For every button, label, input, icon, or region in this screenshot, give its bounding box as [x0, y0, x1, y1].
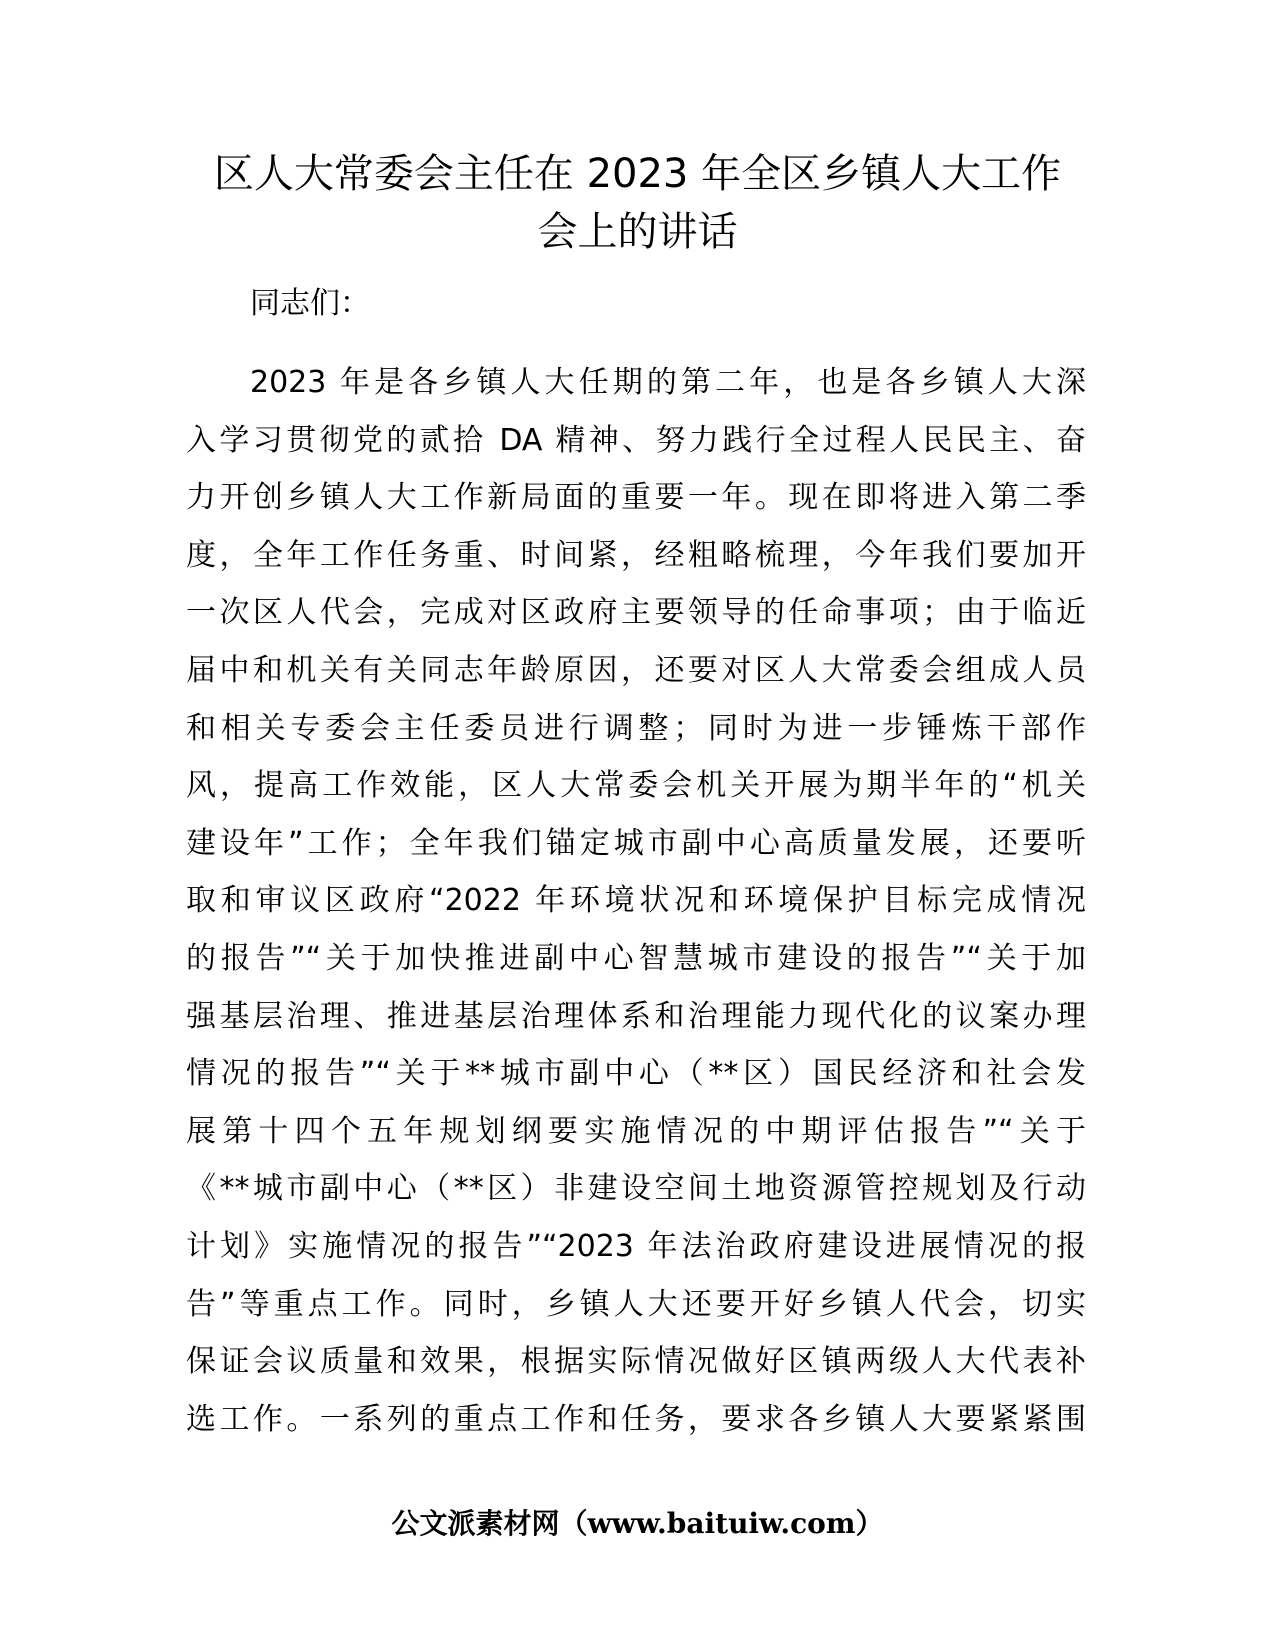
paragraph-line: 力开创乡镇人大工作新局面的重要一年。现在即将进入第二季	[186, 480, 1086, 516]
paragraph-line: 保证会议质量和效果，根据实际情况做好区镇两级人大代表补	[186, 1344, 1086, 1380]
paragraph-line: 度，全年工作任务重、时间紧，经粗略梳理，今年我们要加开	[186, 537, 1086, 573]
greeting: 同志们：	[250, 286, 370, 321]
body-paragraph	[186, 354, 1086, 1448]
paragraph-line: 强基层治理、推进基层治理体系和治理能力现代化的议案办理	[186, 998, 1086, 1034]
paragraph-line: 情况的报告”“关于**城市副中心（**区）国民经济和社会发	[186, 1056, 1086, 1092]
paragraph-line: 和相关专委会主任委员进行调整；同时为进一步锤炼干部作	[186, 710, 1086, 746]
paragraph-line: 届中和机关有关同志年龄原因，还要对区人大常委会组成人员	[186, 652, 1086, 688]
paragraph-line: 入学习贯彻党的贰拾 DA 精神、努力践行全过程人民民主、奋	[186, 422, 1086, 458]
title-line: 区人大常委会主任在 2023 年全区乡镇人大工作	[213, 151, 1062, 197]
paragraph-line: 风，提高工作效能，区人大常委会机关开展为期半年的“机关	[186, 768, 1086, 804]
footer-watermark: 公文派素材网（www.baituiw.com）	[391, 1507, 884, 1540]
paragraph-line: 展第十四个五年规划纲要实施情况的中期评估报告”“关于	[186, 1113, 1086, 1149]
document-title	[150, 145, 1125, 261]
title-line: 会上的讲话	[537, 209, 738, 255]
paragraph-line: 2023 年是各乡镇人大任期的第二年，也是各乡镇人大深	[250, 365, 1086, 400]
paragraph-line: 告”等重点工作。同时，乡镇人大还要开好乡镇人代会，切实	[186, 1286, 1086, 1322]
paragraph-line: 建设年”工作；全年我们锚定城市副中心高质量发展，还要听	[186, 825, 1086, 861]
paragraph-line: 计划》实施情况的报告”“2023 年法治政府建设进展情况的报	[186, 1228, 1086, 1264]
paragraph-line: 选工作。一系列的重点工作和任务，要求各乡镇人大要紧紧围	[186, 1401, 1086, 1437]
paragraph-line: 一次区人代会，完成对区政府主要领导的任命事项；由于临近	[186, 595, 1086, 631]
paragraph-line: 取和审议区政府“2022 年环境状况和环境保护目标完成情况	[186, 883, 1086, 919]
paragraph-line: 的报告”“关于加快推进副中心智慧城市建设的报告”“关于加	[186, 940, 1086, 976]
paragraph-line: 《**城市副中心（**区）非建设空间土地资源管控规划及行动	[186, 1171, 1086, 1207]
